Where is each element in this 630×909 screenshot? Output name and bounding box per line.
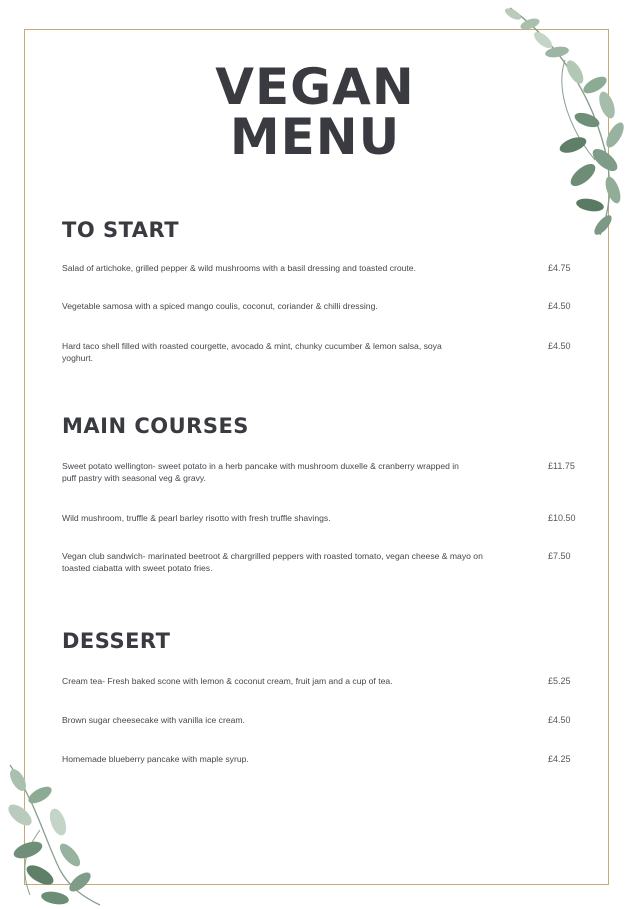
menu-item-price: £7.50: [548, 551, 571, 561]
title-line-1: VEGAN: [215, 58, 415, 116]
menu-item-price: £11.75: [548, 461, 575, 471]
section-heading-main-courses: MAIN COURSES: [62, 414, 249, 438]
eucalyptus-leaves-bottom-left-icon: [0, 760, 105, 909]
menu-item-description: Sweet potato wellington- sweet potato in a herb pancake with mushroom duxelle & cranberry wrapped in puff pastry with seasonal veg & gravy.: [62, 461, 459, 483]
section-heading-dessert: DESSERT: [62, 629, 171, 653]
menu-item-description: Vegetable samosa with a spiced mango coulis, coconut, coriander & chilli dressing.: [62, 301, 378, 311]
menu-item-price: £10.50: [548, 513, 576, 523]
menu-item-price: £4.75: [548, 263, 571, 273]
menu-item-description: Brown sugar cheesecake with vanilla ice cream.: [62, 715, 245, 725]
menu-item-description: Cream tea- Fresh baked scone with lemon & coconut cream, fruit jam and a cup of tea.: [62, 676, 393, 686]
section-heading-to-start: TO START: [62, 218, 180, 242]
menu-item-price: £4.50: [548, 341, 571, 351]
title-line-2: MENU: [229, 108, 401, 166]
menu-item-price: £5.25: [548, 676, 571, 686]
menu-item-description: Salad of artichoke, grilled pepper & wild mushrooms with a basil dressing and toasted croute.: [62, 263, 416, 273]
menu-item-description: Vegan club sandwich- marinated beetroot & chargrilled peppers with roasted tomato, vegan cheese & mayo on toasted ciabatta with sweet potato fries.: [62, 551, 483, 573]
menu-item-description: Hard taco shell filled with roasted courgette, avocado & mint, chunky cucumber & lemon salsa, soya yoghurt.: [62, 341, 442, 363]
menu-item-price: £4.25: [548, 754, 571, 764]
menu-item-price: £4.50: [548, 715, 571, 725]
page-title: [0, 58, 630, 166]
menu-item-price: £4.50: [548, 301, 571, 311]
menu-item-description: Homemade blueberry pancake with maple syrup.: [62, 754, 249, 764]
menu-item-description: Wild mushroom, truffle & pearl barley risotto with fresh truffle shavings.: [62, 513, 331, 523]
